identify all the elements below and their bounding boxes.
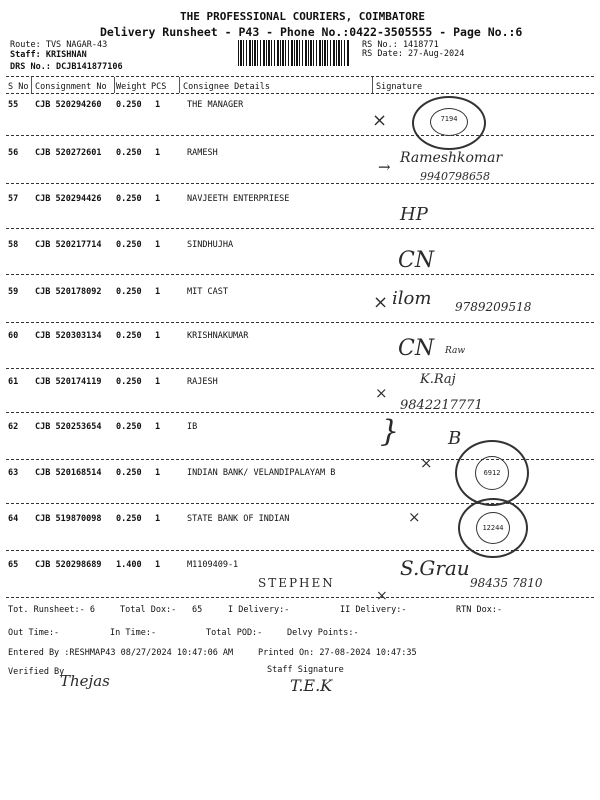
header-rule-top xyxy=(6,76,594,77)
row-consignee: KRISHNAKUMAR xyxy=(187,331,249,341)
col-divider xyxy=(31,77,32,93)
drs-number: DRS No.: DCJB141877106 xyxy=(10,62,123,72)
row-weight: 0.250 xyxy=(116,194,142,204)
recipient-name-handwritten: STEPHEN xyxy=(258,576,335,590)
row-consignee: RAJESH xyxy=(187,377,218,387)
signature-mark: × xyxy=(372,110,388,131)
row-consignment: CJB 520174119 xyxy=(35,377,102,387)
col-header-sno: S No xyxy=(8,82,29,92)
row-pcs: 1 xyxy=(155,240,161,250)
row-weight: 0.250 xyxy=(116,422,142,432)
staff-label: Staff: KRISHNAN xyxy=(10,50,87,60)
row-consignment: CJB 520294426 xyxy=(35,194,102,204)
col-header-pcs: PCS xyxy=(151,82,167,92)
row-pcs: 1 xyxy=(155,194,161,204)
row-pcs: 1 xyxy=(155,560,161,570)
total-dox-value: 65 xyxy=(192,605,203,615)
row-consignee: THE MANAGER xyxy=(187,100,244,110)
barcode-image xyxy=(238,40,350,66)
row-divider xyxy=(6,597,594,598)
col-divider xyxy=(179,77,180,93)
signature-initials: HP xyxy=(400,204,428,225)
rs-number: RS No.: 1418771 xyxy=(362,40,439,50)
row-sno: 55 xyxy=(8,100,19,110)
signature-initials: K.Raj xyxy=(420,372,456,387)
i-delivery: I Delivery:- xyxy=(228,605,290,615)
row-weight: 0.250 xyxy=(116,514,142,524)
signature-mark: × xyxy=(373,292,389,313)
signature-mark: × xyxy=(376,588,388,604)
signature-name: Rameshkomar xyxy=(400,150,503,166)
signature-initials: CN xyxy=(398,336,435,361)
row-sno: 61 xyxy=(8,377,19,387)
verified-by-label: Verified By xyxy=(8,667,65,677)
signature-phone: 9842217771 xyxy=(400,398,483,413)
row-pcs: 1 xyxy=(155,148,161,158)
signature-scrawl: ilom xyxy=(392,288,432,309)
stamp-number: 12244 xyxy=(482,524,504,532)
row-pcs: 1 xyxy=(155,468,161,478)
col-header-consignment: Consignment No xyxy=(35,82,107,92)
delivery-points: Delvy Points:- xyxy=(287,628,359,638)
row-consignee: RAMESH xyxy=(187,148,218,158)
row-sno: 62 xyxy=(8,422,19,432)
signature-mark: × xyxy=(420,454,433,472)
row-consignment: CJB 520178092 xyxy=(35,287,102,297)
bank-stamp xyxy=(455,440,529,506)
row-pcs: 1 xyxy=(155,100,161,110)
row-weight: 0.250 xyxy=(116,148,142,158)
bank-stamp xyxy=(458,498,528,558)
row-consignment: CJB 520217714 xyxy=(35,240,102,250)
row-pcs: 1 xyxy=(155,377,161,387)
total-dox-label: Total Dox:- xyxy=(120,605,177,615)
in-time: In Time:- xyxy=(110,628,157,638)
signature-mark: × xyxy=(408,508,421,526)
row-consignee: INDIAN BANK/ VELANDIPALAYAM B xyxy=(187,468,336,478)
stamp-number: 7194 xyxy=(440,115,458,123)
row-sno: 56 xyxy=(8,148,19,158)
row-divider xyxy=(6,412,594,413)
stamp-number: 6912 xyxy=(483,469,501,477)
row-consignment: CJB 519870098 xyxy=(35,514,102,524)
row-consignment: CJB 520303134 xyxy=(35,331,102,341)
row-divider xyxy=(6,368,594,369)
signature-initials: B xyxy=(448,428,462,449)
signature-initials: CN xyxy=(398,248,435,273)
col-divider xyxy=(114,77,115,93)
row-pcs: 1 xyxy=(155,331,161,341)
header-rule-bottom xyxy=(6,93,594,94)
col-header-signature: Signature xyxy=(376,82,423,92)
row-weight: 1.400 xyxy=(116,560,142,570)
row-weight: 0.250 xyxy=(116,240,142,250)
col-header-consignee: Consignee Details xyxy=(183,82,270,92)
row-weight: 0.250 xyxy=(116,468,142,478)
row-divider xyxy=(6,135,594,136)
row-consignee: IB xyxy=(187,422,198,432)
company-title: THE PROFESSIONAL COURIERS, COIMBATORE xyxy=(180,10,426,23)
row-consignment: CJB 520272601 xyxy=(35,148,102,158)
row-sno: 58 xyxy=(8,240,19,250)
signature-mark: → xyxy=(378,158,391,176)
printed-on: Printed On: 27-08-2024 10:47:35 xyxy=(258,648,417,658)
row-divider xyxy=(6,228,594,229)
row-consignee: MIT CAST xyxy=(187,287,228,297)
signature-note: Raw xyxy=(445,346,466,356)
rs-date: RS Date: 27-Aug-2024 xyxy=(362,49,465,59)
row-weight: 0.250 xyxy=(116,377,142,387)
row-weight: 0.250 xyxy=(116,100,142,110)
signature-scrawl: } xyxy=(380,414,400,449)
rtn-dox: RTN Dox:- xyxy=(456,605,503,615)
row-sno: 59 xyxy=(8,287,19,297)
out-time: Out Time:- xyxy=(8,628,60,638)
row-pcs: 1 xyxy=(155,422,161,432)
staff-signature-label: Staff Signature xyxy=(267,665,344,675)
row-consignee: STATE BANK OF INDIAN xyxy=(187,514,290,524)
col-header-weight: Weight xyxy=(116,82,147,92)
row-consignment: CJB 520168514 xyxy=(35,468,102,478)
row-sno: 60 xyxy=(8,331,19,341)
row-sno: 65 xyxy=(8,560,19,570)
row-divider xyxy=(6,322,594,323)
entered-by: Entered By :RESHMAP43 08/27/2024 10:47:06 AM xyxy=(8,648,234,658)
staff-signature: T.E.K xyxy=(290,676,333,695)
row-divider xyxy=(6,274,594,275)
row-consignee: M1109409-1 xyxy=(187,560,239,570)
signature-phone: 9789209518 xyxy=(455,300,532,314)
total-runsheet: Tot. Runsheet:- 6 xyxy=(8,605,95,615)
row-consignment: CJB 520294260 xyxy=(35,100,102,110)
row-consignment: CJB 520298689 xyxy=(35,560,102,570)
total-pod: Total POD:- xyxy=(206,628,263,638)
row-sno: 64 xyxy=(8,514,19,524)
ii-delivery: II Delivery:- xyxy=(340,605,407,615)
row-sno: 63 xyxy=(8,468,19,478)
row-consignment: CJB 520253654 xyxy=(35,422,102,432)
runsheet-subtitle: Delivery Runsheet - P43 - Phone No.:0422-3505555 - Page No.:6 xyxy=(100,25,523,39)
row-pcs: 1 xyxy=(155,287,161,297)
row-pcs: 1 xyxy=(155,514,161,524)
row-weight: 0.250 xyxy=(116,287,142,297)
signature-phone: 98435 7810 xyxy=(470,576,543,590)
courier-stamp xyxy=(412,96,486,150)
verified-signature: Thejas xyxy=(60,672,110,690)
row-consignee: SINDHUJHA xyxy=(187,240,234,250)
signature-phone: 9940798658 xyxy=(420,170,490,183)
row-divider xyxy=(6,183,594,184)
row-weight: 0.250 xyxy=(116,331,142,341)
row-sno: 57 xyxy=(8,194,19,204)
route-label: Route: TVS NAGAR-43 xyxy=(10,40,108,50)
signature-mark: × xyxy=(375,384,388,402)
row-consignee: NAVJEETH ENTERPRIESE xyxy=(187,194,290,204)
signature-name: S.Grau xyxy=(400,556,470,580)
col-divider xyxy=(372,77,373,93)
